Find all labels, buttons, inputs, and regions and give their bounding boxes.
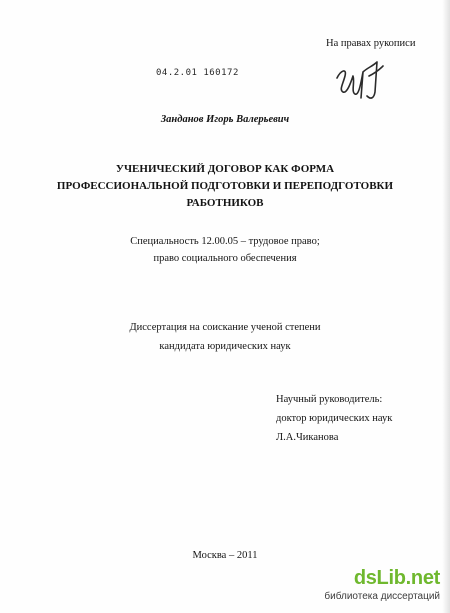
degree-block [0,318,450,356]
specialty-line: право социального обеспечения [153,253,297,264]
watermark-subtitle: библиотека диссертаций [324,591,440,602]
library-stamp-number: 04.2.01 160172 [156,68,239,78]
specialty-block [0,233,450,267]
advisor-line: Л.А.Чиканова [276,432,339,443]
handwritten-signature [333,52,389,102]
title-line: РАБОТНИКОВ [186,197,264,209]
city-year: Москва – 2011 [192,550,258,561]
title-line: ПРОФЕССИОНАЛЬНОЙ ПОДГОТОВКИ И ПЕРЕПОДГОТОВКИ [56,180,394,192]
watermark[interactable] [320,567,440,605]
advisor-line: Научный руководитель: [276,394,383,405]
advisor-line: доктор юридических наук [276,413,393,424]
watermark-logo[interactable]: dsLib.net [353,567,440,589]
degree-line: кандидата юридических наук [159,341,291,352]
rights-note: На правах рукописи [326,38,416,49]
dissertation-title [0,161,450,212]
page-edge-shadow [442,0,450,613]
author-name: Занданов Игорь Валерьевич [160,114,290,125]
degree-line: Диссертация на соискание ученой степени [129,322,321,333]
specialty-line: Специальность 12.00.05 – трудовое право; [130,236,320,247]
title-line: УЧЕНИЧЕСКИЙ ДОГОВОР КАК ФОРМА [115,163,335,175]
advisor-block [276,390,392,447]
